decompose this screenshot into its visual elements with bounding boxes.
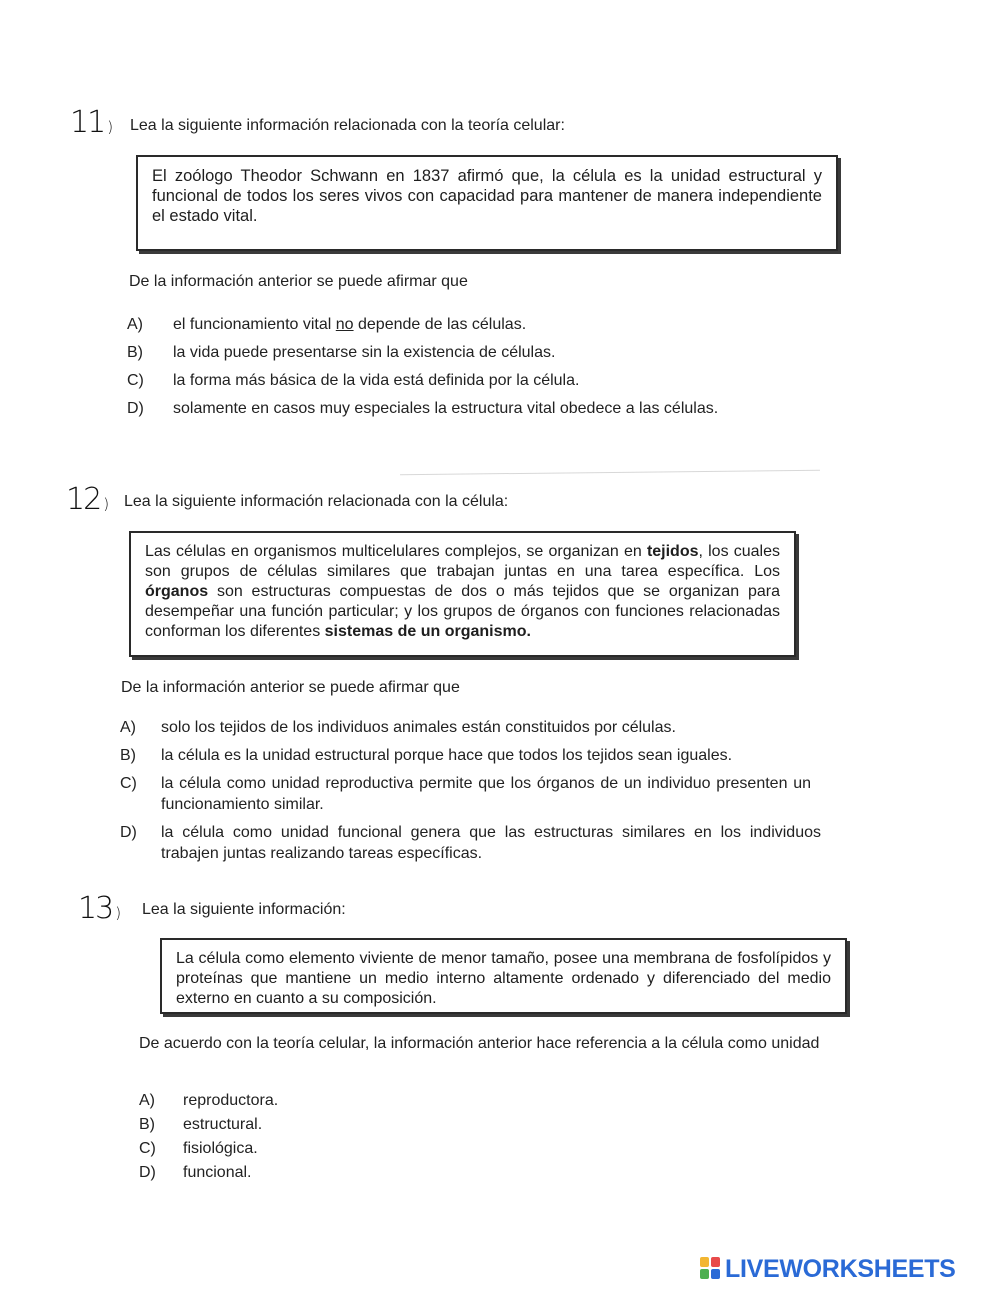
passage-bold-term: órganos (145, 583, 209, 600)
option-letter: A) (127, 316, 143, 333)
option-d (120, 822, 821, 864)
passage-text: son estructuras compuestas de dos o más tejidos que se organizan para desempeñar una función particular; y los grupos de órganos con funciones relacionadas conforman los diferentes (145, 583, 780, 640)
option-letter: D) (120, 824, 137, 841)
liveworksheets-watermark[interactable] (700, 1254, 956, 1284)
option-letter: D) (127, 400, 144, 417)
option-letter: B) (120, 747, 136, 764)
option-b (139, 1114, 539, 1135)
options-list (120, 717, 830, 871)
question-number-paren: ) (107, 118, 114, 136)
question-stem: Lea la siguiente información relacionada con la teoría celular: (130, 117, 565, 134)
info-passage-box: La célula como elemento viviente de menor tamaño, posee una membrana de fosfolípidos y proteínas que mantiene un medio interno altamente ordenado y diferenciado del medio externo en cuanto a su composición. (160, 938, 847, 1014)
option-text: estructural. (183, 1116, 263, 1133)
option-letter: C) (127, 372, 144, 389)
info-passage-box (129, 531, 796, 657)
info-passage-box: El zoólogo Theodor Schwann en 1837 afirmó que, la célula es la unidad estructural y funcional de todos los seres vivos con capacidad para mantener de manera independiente el estado vital. (136, 155, 838, 251)
option-d (127, 398, 847, 419)
question-number-text: 12 (66, 482, 101, 517)
question-number (70, 105, 113, 140)
option-text: reproductora. (183, 1092, 279, 1109)
option-text-part: el funcionamiento vital (173, 316, 336, 333)
option-letter: B) (127, 344, 143, 361)
question-number-paren: ) (103, 495, 110, 513)
option-a (120, 717, 830, 738)
option-text: la célula como unidad reproductiva permite que los órganos de un individuo presenten un funcionamiento similar. (161, 775, 811, 813)
option-letter: A) (120, 719, 136, 736)
option-text-part: depende de las células. (353, 316, 527, 333)
option-text: la célula como unidad funcional genera que las estructuras similares en los individuos trabajen juntas realizando tareas específicas. (161, 824, 821, 862)
option-letter: C) (120, 775, 137, 792)
faint-pen-stroke (400, 470, 820, 475)
question-lead: De la información anterior se puede afirmar que (129, 273, 468, 290)
passage-bold-term: sistemas de un organismo. (324, 623, 531, 640)
passage-text: Las células en organismos multicelulares complejos, se organizan en (145, 543, 647, 560)
option-text: la vida puede presentarse sin la existencia de células. (173, 344, 556, 361)
option-b (127, 342, 847, 363)
option-text: funcional. (183, 1164, 252, 1181)
option-letter: C) (139, 1140, 156, 1157)
options-list (127, 314, 847, 426)
liveworksheets-logo-icon (700, 1257, 722, 1281)
option-a (139, 1090, 539, 1111)
question-number-paren: ) (115, 904, 122, 922)
option-b (120, 745, 830, 766)
option-c (120, 773, 811, 815)
option-text: fisiológica. (183, 1140, 258, 1157)
question-lead: De acuerdo con la teoría celular, la información anterior hace referencia a la célula como unidad (139, 1035, 820, 1052)
question-number-text: 11 (70, 105, 105, 140)
option-c (139, 1138, 539, 1159)
option-text: solamente en casos muy especiales la estructura vital obedece a las células. (173, 400, 719, 417)
question-number (78, 891, 121, 926)
passage-text: , los cuales son grupos de células similares que trabajan juntas en una tarea específica. Los (145, 543, 780, 580)
question-lead: De la información anterior se puede afirmar que (121, 679, 460, 696)
passage-bold-term: tejidos (646, 543, 699, 560)
option-d (139, 1162, 539, 1183)
question-number (66, 482, 109, 517)
question-number-text: 13 (78, 891, 113, 926)
question-stem: Lea la siguiente información: (142, 901, 346, 918)
brand-name: LIVEWORKSHEETS (725, 1254, 956, 1283)
question-stem: Lea la siguiente información relacionada con la célula: (124, 493, 509, 510)
option-text (173, 314, 847, 335)
option-letter: D) (139, 1164, 156, 1181)
option-letter: A) (139, 1092, 155, 1109)
option-text: la forma más básica de la vida está definida por la célula. (173, 372, 580, 389)
option-letter: B) (139, 1116, 155, 1133)
options-list (139, 1090, 539, 1186)
option-a (127, 314, 847, 335)
option-text: solo los tejidos de los individuos animales están constituidos por células. (161, 719, 676, 736)
option-text: la célula es la unidad estructural porque hace que todos los tejidos sean iguales. (161, 747, 733, 764)
option-c (127, 370, 847, 391)
underlined-word: no (335, 316, 354, 333)
